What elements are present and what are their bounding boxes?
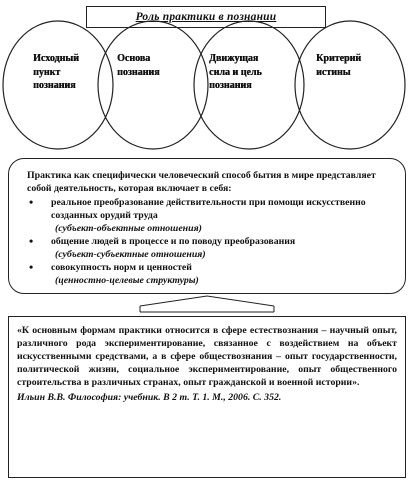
quote-box xyxy=(8,316,406,478)
practice-list xyxy=(27,196,393,287)
oval-label-driving-force: Движущая сила и цель познания xyxy=(209,53,262,91)
list-item xyxy=(27,261,393,287)
quote-text: «К основным формам практики относится в сфере естествознания – научный опыт, различного рода экспериментирование, связанное с воздействием на объект искусственными средствами, а в сфере обществознания – опыт государственности, политической жизни, социальное экспериментирование, опыт общественного строительства в различных странах, опыт гражданской и военной истории». xyxy=(17,325,397,389)
arrow-connector xyxy=(140,296,274,312)
diagram-title: Роль практики в познании xyxy=(86,6,326,28)
list-item-subtitle: (ценностно-целевые структуры) xyxy=(55,275,199,287)
list-item xyxy=(27,235,393,261)
list-item-text: совокупность норм и ценностей xyxy=(51,262,192,274)
oval-label-starting-point: Исходный пункт познания xyxy=(33,53,79,91)
practice-intro: Практика как специфически человеческий способ бытия в мире представляет собой деятельность, которая включает в себя: xyxy=(27,170,376,195)
list-item-text: реальное преобразование действительности при помощи искусственно созданных орудий труда xyxy=(51,197,366,222)
list-item xyxy=(27,196,393,235)
oval-label-basis: Основа познания xyxy=(117,53,160,78)
list-item-text: общение людей в процессе и по поводу преобразования xyxy=(51,236,296,248)
oval-label-criterion: Критерий истины xyxy=(316,53,362,78)
practice-definition-box xyxy=(8,158,406,294)
oval-basis xyxy=(98,21,208,149)
list-item-subtitle: (субъект-объектные отношения) xyxy=(55,223,202,235)
list-item-subtitle: (субъект-субъектные отношения) xyxy=(55,249,206,261)
quote-citation: Ильин В.В. Философия: учебник. В 2 т. Т. 1. М., 2006. С. 352. xyxy=(17,392,282,404)
oval-criterion xyxy=(295,21,405,149)
